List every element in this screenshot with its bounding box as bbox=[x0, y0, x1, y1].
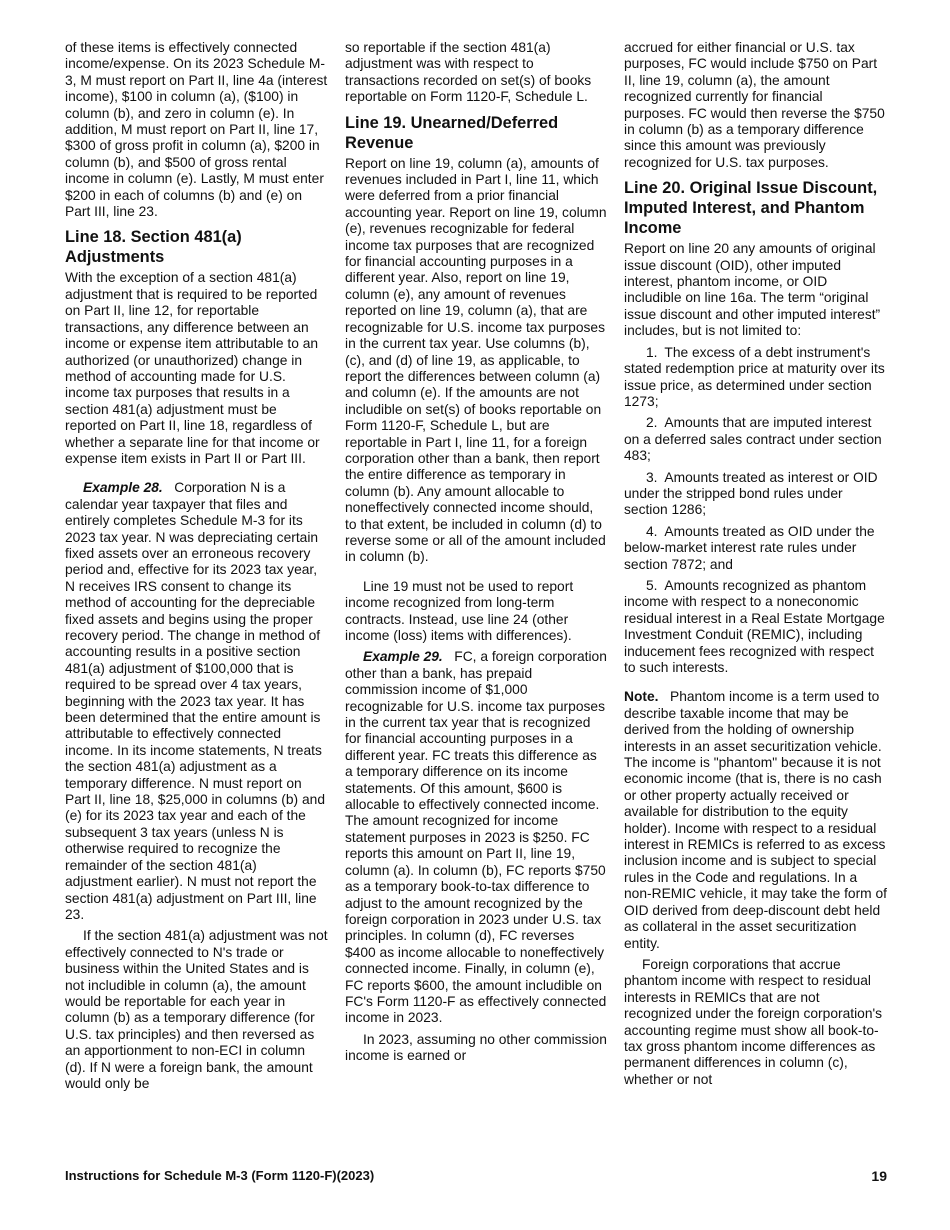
list-item: 4. Amounts treated as OID under the below-market interest rate rules under section 7872; and bbox=[624, 523, 875, 572]
column-1 bbox=[65, 40, 328, 1097]
example-text: Corporation N is a calendar year taxpayer that files and entirely completes Schedule M-3 for its 2023 tax year. N was depreciating certain fixed assets over an erroneous recovery period and, effective for its 2023 tax year, N receives IRS consent to change its method of accounting for the depreciable fixed assets and begins using the proper recovery period. The change in method of accounting results in a positive section 481(a) adjustment of $100,000 that is required to be spread over 4 tax years, beginning with the 2023 tax year. It has been determined that the entire amount is attributable to effectively connected income. In its income statements, N treats the section 481(a) adjustment as a temporary difference. N must report on Part II, line 18, $25,000 in columns (b) and (e) for its 2023 tax year and each of the subsequent 3 tax years (unless N is otherwise required to recognize the remainder of the section 481(a) adjustment earlier). N must not report the section 481(a) adjustment on Part III, line 23. bbox=[65, 480, 325, 922]
paragraph: Line 19 must not be used to report income recognized from long-term contracts. Instead, use line 24 (other income (loss) items with differences). bbox=[345, 578, 574, 643]
example-label: Example 28. bbox=[83, 480, 163, 496]
example-28 bbox=[65, 480, 328, 923]
page-content bbox=[65, 40, 887, 1190]
list-item: 1. The excess of a debt instrument's stated redemption price at maturity over its issue price, as determined under section 1273; bbox=[624, 344, 885, 409]
paragraph: In 2023, assuming no other commission income is earned or bbox=[345, 1031, 607, 1064]
page-number: 19 bbox=[871, 1168, 887, 1184]
note-label: Note. bbox=[624, 689, 659, 705]
note bbox=[624, 689, 887, 952]
example-label: Example 29. bbox=[363, 649, 443, 665]
column-2 bbox=[345, 40, 608, 1070]
heading-line-18: Line 18. Section 481(a) Adjustments bbox=[65, 228, 242, 267]
list-item: 5. Amounts recognized as phantom income with respect to a noneconomic residual interest in a Real Estate Mortgage Investment Conduit (REMIC), including inducement fees recognized with respect to such interests. bbox=[624, 577, 885, 675]
paragraph: If the section 481(a) adjustment was not effectively connected to N's trade or business within the United States and is not includible in column (a), the amount would be reportable for each year in column (b) as a temporary difference (for U.S. tax principles) and then reversed as an apportionment to non-ECI in column (d). If N were a foreign bank, the amount would only be bbox=[65, 928, 328, 1091]
paragraph: Report on line 20 any amounts of original issue discount (OID), other imputed interest, phantom income, or OID includible on line 16a. The term “original issue discount and other imputed interest” includes, but is not limited to: bbox=[624, 241, 881, 339]
example-29 bbox=[345, 649, 608, 1026]
example-text: FC, a foreign corporation other than a bank, has prepaid commission income of $1,000 recognizable for U.S. income tax purposes in the current tax year that is recognized for financial accounting purposes in a different year. FC treats this difference as a temporary difference on its income statements. Of this amount, $600 is allocable to effectively connected income. The amount recognized for income statement purposes in 2023 is $250. FC reports this amount on Part II, line 19, column (a). In column (b), FC reports $750 as a temporary book-to-tax difference to adjust to the amount recognized by the foreign corporation in 2023 under U.S. tax principles. In column (d), FC reverses $400 as income allocable to noneffectively connected income. Finally, in column (e), FC reports $600, the amount includible on FC's Form 1120-F as effectively connected income in 2023. bbox=[345, 649, 607, 1026]
paragraph: Report on line 19, column (a), amounts of revenues included in Part I, line 11, which were deferred from a prior financial accounting year. Report on line 19, column (e), revenues recognizable for federal income tax purposes that are recognized for financial accounting purposes in a different year. Also, report on line 19, column (e), any amount of revenues reported on line 19, column (a), that are recognizable for U.S. income tax purposes in the current tax year. Use columns (b), (c), and (d) of line 19, as applicable, to report the differences between column (a) and column (e). If the amounts are not includible on set(s) of books reportable on Form 1120-F, Schedule L, but are reportable in Part I, line 11, for a foreign corporation other than a bank, then report the entire difference as temporary in column (b). Any amount allocable to noneffectively connected income should, to that extent, be included in column (d) to reverse some or all of the amount included in column (b). bbox=[345, 155, 607, 565]
page-footer bbox=[65, 1168, 887, 1183]
heading-line-19: Line 19. Unearned/Deferred Revenue bbox=[345, 113, 559, 152]
list-item: 3. Amounts treated as interest or OID under the stripped bond rules under section 1286; bbox=[624, 469, 878, 518]
heading-line-20: Line 20. Original Issue Discount, Imputed Interest, and Phantom Income bbox=[624, 179, 878, 238]
paragraph: so reportable if the section 481(a) adjustment was with respect to transactions recorded on set(s) of books reportable on Form 1120-F, Schedule L. bbox=[345, 40, 592, 105]
footer-title: Instructions for Schedule M-3 (Form 1120-F)(2023) bbox=[65, 1168, 375, 1183]
list-item: 2. Amounts that are imputed interest on a deferred sales contract under section 483; bbox=[624, 415, 882, 464]
paragraph: of these items is effectively connected income/expense. On its 2023 Schedule M-3, M must report on Part II, line 4a (interest income), $100 in column (a), ($100) in column (b), and zero in column (e). In addition, M must report on Part II, line 17, $300 of gross profit in column (a), $200 in column (b), and $500 of gross rental income in column (e). Lastly, M must enter $200 in each of columns (b) and (e) on Part III, line 23. bbox=[65, 40, 328, 220]
paragraph: Foreign corporations that accrue phantom income with respect to residual interests in REMICs that are not recognized under the foreign corporation's accounting regime must show all book-to-tax gross phantom income differences as permanent differences in column (c), whether or not bbox=[624, 956, 883, 1087]
paragraph: accrued for either financial or U.S. tax purposes, FC would include $750 on Part II, line 19, column (a), the amount recognized currently for financial purposes. FC would then reverse the $750 in column (b) as a temporary difference since this amount was previously recognized for U.S. tax purposes. bbox=[624, 40, 885, 170]
note-text: Phantom income is a term used to describe taxable income that may be derived from the holding of ownership interests in an asset securitization vehicle. The income is "phantom" because it is not economic income (that is, there is no cash or other property actually received or available for distribution to the equity holder). Income with respect to a residual interest in REMICs is referred to as excess inclusion income and is subject to special rules in the Code and regulations. In a non-REMIC vehicle, it may take the form of OID derived from deep-discount debt held as collateral in the asset securitization entity. bbox=[624, 689, 888, 951]
paragraph: With the exception of a section 481(a) adjustment that is required to be reported on Part II, line 12, for reportable transactions, any difference between an income or expense item attributable to an authorized (or unauthorized) change in method of accounting made for U.S. income tax purposes that results in a section 481(a) adjustment must be reported on Part II, line 18, regardless of whether a separate line for that income or expense item exists in Part II or Part III. bbox=[65, 270, 320, 466]
column-3 bbox=[624, 40, 887, 1093]
